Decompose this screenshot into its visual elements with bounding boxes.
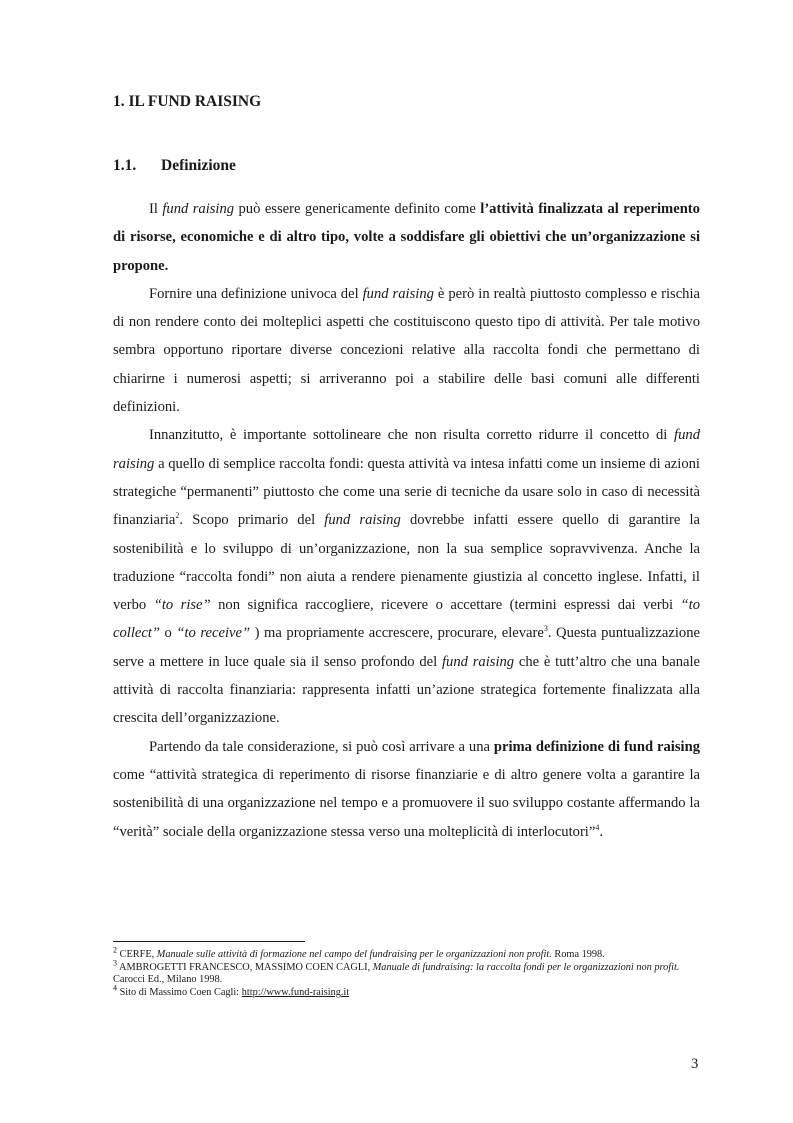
text-run: a quello di semplice raccolta fondi: questa attività va intesa infatti come un insieme di azioni strategiche “permanenti” piuttosto che come una serie di tecniche da usare solo in caso di necessità finanziaria <box>113 455 700 529</box>
text-run: . Scopo primario del <box>179 512 325 529</box>
text-run: dovrebbe infatti essere quello di garantire la sostenibilità e lo sviluppo di un’organizzazione, non la sua semplice sopravvivenza. Anche la traduzione “raccolta fondi” non aiuta a rendere pienamente giustizia al concetto inglese. Infatti, il verbo <box>113 512 701 614</box>
text-run: . Questa puntualizzazione serve a mettere in luce quale sia il senso profondo del <box>113 625 700 670</box>
italic-term: fund raising <box>324 512 401 529</box>
section-title: Definizione <box>161 157 236 174</box>
section-heading <box>113 157 236 175</box>
bold-definition: l’attività finalizzata al reperimento di risorse, economiche e di altro tipo, volte a soddisfare gli obiettivi che un’organizzazione si propone. <box>113 201 700 274</box>
paragraph-1 <box>113 195 700 280</box>
italic-term: fund raising <box>442 653 515 670</box>
footnote-ref-4[interactable]: 4 <box>595 822 600 832</box>
text-run: Innanzitutto, è importante sottolineare che non risulta corretto ridurre il concetto di <box>149 427 675 444</box>
text-run: o <box>160 625 177 642</box>
footnote-2 <box>113 945 700 962</box>
paragraph-2 <box>113 280 700 421</box>
text-run: come “attività strategica di reperimento di risorse finanziarie e di altro genere volta a garantire la sostenibilità di una organizzazione nel tempo e a promuovere il suo sviluppo costante affermando la “verità” sociale della organizzazione stessa verso una molteplicità di interlocutori” <box>113 766 700 840</box>
footnote-number: 4 <box>113 983 117 993</box>
text-run: Roma 1998. <box>551 949 605 960</box>
text-run: Sito di Massimo Coen Cagli: <box>117 987 242 999</box>
text-run: Fornire una definizione univoca del <box>149 285 363 302</box>
footnote-title: Manuale di fundraising: la raccolta fondi per le organizzazioni non profit. <box>372 961 680 973</box>
body-text <box>113 195 700 846</box>
italic-quote: “to collect” <box>113 597 701 642</box>
footnote-ref-2[interactable]: 2 <box>175 511 180 521</box>
text-run: Carocci Ed., Milano 1998. <box>113 974 223 986</box>
italic-term: fund raising <box>162 201 235 217</box>
footnote-number: 2 <box>113 945 117 955</box>
footnote-ref-3[interactable]: 3 <box>543 624 548 634</box>
bold-definition: prima definizione di fund raising <box>493 738 700 755</box>
footnote-separator <box>113 941 305 942</box>
chapter-title: 1. IL FUND RAISING <box>113 93 262 110</box>
footnote-number: 3 <box>113 958 117 968</box>
text-run: Il <box>149 201 163 217</box>
footnote-3 <box>113 958 700 987</box>
italic-quote: “to receive” <box>176 625 251 642</box>
paragraph-3 <box>113 421 700 732</box>
text-run: Partendo da tale considerazione, si può così arrivare a una <box>149 738 494 755</box>
text-run: AMBROGETTI FRANCESCO, MASSIMO COEN CAGLI, <box>117 961 373 973</box>
italic-term: fund raising <box>362 285 434 302</box>
text-run: può essere genericamente definito come <box>234 201 481 217</box>
website-link[interactable]: http://www.fund-raising.it <box>241 987 350 999</box>
italic-term: fund raising <box>113 427 700 472</box>
footnotes <box>113 945 700 1000</box>
section-number: 1.1. <box>113 157 137 174</box>
text-run: ) ma propriamente accrescere, procurare, elevare <box>250 625 544 642</box>
footnote-4 <box>113 983 700 1000</box>
text-run: non significa raccogliere, ricevere o accettare (termini espressi dai verbi <box>210 597 681 614</box>
page-number: 3 <box>691 1056 699 1072</box>
paragraph-4 <box>113 733 700 846</box>
text-run: CERFE, <box>117 949 157 960</box>
italic-quote: “to rise” <box>153 597 211 614</box>
text-run: che è tutt’altro che una banale attività di raccolta finanziaria: rappresenta infatti un’azione strategica fortemente finalizzata alla crescita dell’organizzazione. <box>113 653 700 727</box>
footnote-title: Manuale sulle attività di formazione nel campo del fundraising per le organizzazioni non profit. <box>156 949 552 960</box>
text-run: . <box>599 823 603 840</box>
text-run: è però in realtà piuttosto complesso e rischia di non rendere conto dei molteplici aspetti che costituiscono questo tipo di attività. Per tale motivo sembra opportuno riportare diverse concezioni relative alla raccolta fondi che permettano di chiarirne i numerosi aspetti; si arriveranno poi a stabilire delle basi comuni alle differenti definizioni. <box>113 285 701 416</box>
